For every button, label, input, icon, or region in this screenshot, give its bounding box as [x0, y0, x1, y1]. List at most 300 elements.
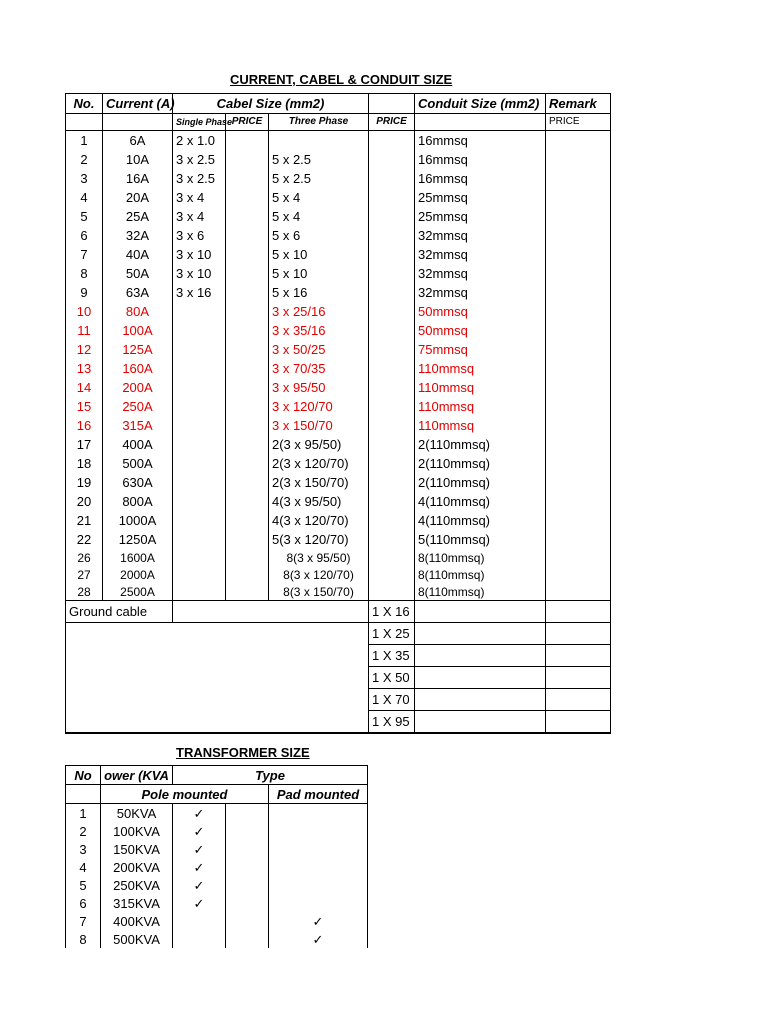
row-remark	[546, 150, 611, 169]
table-row	[66, 378, 611, 397]
table-row	[66, 583, 611, 601]
row-price-2	[369, 302, 415, 321]
ground-blank-cell	[66, 711, 369, 734]
empty-cell	[226, 894, 269, 912]
row-conduit: 25mmsq	[415, 207, 546, 226]
row-conduit: 110mmsq	[415, 416, 546, 435]
row-remark	[546, 131, 611, 151]
row-no: 1	[66, 131, 103, 151]
row-no: 12	[66, 340, 103, 359]
row-price-2	[369, 566, 415, 583]
row-no: 18	[66, 454, 103, 473]
row-price-2	[369, 511, 415, 530]
row-current: 20A	[103, 188, 173, 207]
table-row	[66, 858, 368, 876]
row-price-1	[226, 264, 269, 283]
row-price-2	[369, 283, 415, 302]
transformer-subheader-row	[66, 785, 368, 804]
ground-cable-row	[66, 601, 611, 623]
ground-empty-cell	[546, 711, 611, 734]
row-three-phase: 4(3 x 120/70)	[269, 511, 369, 530]
row-no: 5	[66, 876, 101, 894]
ground-empty-cell	[415, 689, 546, 711]
row-single-phase	[173, 492, 226, 511]
row-remark	[546, 302, 611, 321]
row-three-phase: 3 x 70/35	[269, 359, 369, 378]
row-no: 7	[66, 912, 101, 930]
row-conduit: 16mmsq	[415, 150, 546, 169]
row-price-2	[369, 131, 415, 151]
row-price-2	[369, 583, 415, 601]
ground-size-cell: 1 X 50	[369, 667, 415, 689]
pad-empty-cell	[269, 894, 368, 912]
table-row	[66, 930, 368, 948]
row-price-2	[369, 492, 415, 511]
row-price-2	[369, 416, 415, 435]
row-price-1	[226, 302, 269, 321]
row-remark	[546, 340, 611, 359]
row-current: 40A	[103, 245, 173, 264]
checkmark-icon: ✓	[173, 894, 226, 912]
row-price-2	[369, 150, 415, 169]
row-remark	[546, 321, 611, 340]
row-current: 160A	[103, 359, 173, 378]
row-price-1	[226, 340, 269, 359]
row-single-phase: 3 x 10	[173, 245, 226, 264]
row-current: 25A	[103, 207, 173, 226]
ground-size-row	[66, 623, 611, 645]
row-three-phase: 3 x 120/70	[269, 397, 369, 416]
ground-size-cell: 1 X 25	[369, 623, 415, 645]
row-price-1	[226, 321, 269, 340]
row-conduit: 32mmsq	[415, 283, 546, 302]
row-three-phase: 5 x 10	[269, 264, 369, 283]
row-no: 22	[66, 530, 103, 549]
row-remark	[546, 245, 611, 264]
table-row	[66, 473, 611, 492]
row-price-1	[226, 435, 269, 454]
row-price-2	[369, 188, 415, 207]
row-single-phase	[173, 435, 226, 454]
empty-cell	[226, 822, 269, 840]
row-three-phase: 8(3 x 150/70)	[269, 583, 369, 601]
row-no: 1	[66, 804, 101, 823]
row-single-phase: 3 x 2.5	[173, 169, 226, 188]
ground-blank-cell	[66, 623, 369, 645]
row-power: 100KVA	[101, 822, 173, 840]
ground-empty-cell	[415, 711, 546, 734]
row-remark	[546, 359, 611, 378]
row-three-phase: 5 x 4	[269, 188, 369, 207]
row-current: 80A	[103, 302, 173, 321]
checkmark-icon: ✓	[173, 822, 226, 840]
row-remark	[546, 454, 611, 473]
row-conduit: 110mmsq	[415, 359, 546, 378]
ground-size-cell: 1 X 95	[369, 711, 415, 734]
row-price-1	[226, 359, 269, 378]
row-current: 10A	[103, 150, 173, 169]
table-row	[66, 150, 611, 169]
row-price-1	[226, 283, 269, 302]
row-conduit: 8(110mmsq)	[415, 549, 546, 566]
row-price-2	[369, 264, 415, 283]
subheader-pad-mounted: Pad mounted	[269, 785, 368, 804]
ground-empty-cell	[546, 689, 611, 711]
row-current: 100A	[103, 321, 173, 340]
row-price-1	[226, 530, 269, 549]
transformer-table-title: TRANSFORMER SIZE	[176, 745, 310, 760]
row-price-1	[226, 549, 269, 566]
row-remark	[546, 511, 611, 530]
row-power: 400KVA	[101, 912, 173, 930]
row-single-phase	[173, 549, 226, 566]
header-empty	[369, 94, 415, 114]
table-row	[66, 454, 611, 473]
row-remark	[546, 283, 611, 302]
row-power: 250KVA	[101, 876, 173, 894]
transformer-header-power: ower (KVA	[101, 766, 173, 785]
row-price-2	[369, 226, 415, 245]
header-cabel-size: Cabel Size (mm2)	[173, 94, 369, 114]
row-conduit: 4(110mmsq)	[415, 492, 546, 511]
row-single-phase	[173, 454, 226, 473]
subheader-price-1: PRICE	[226, 114, 269, 131]
row-current: 315A	[103, 416, 173, 435]
table-row	[66, 840, 368, 858]
row-three-phase: 5(3 x 120/70)	[269, 530, 369, 549]
cable-table-subheader-row	[66, 114, 611, 131]
transformer-table	[65, 765, 368, 948]
row-three-phase: 3 x 35/16	[269, 321, 369, 340]
table-row	[66, 131, 611, 151]
row-remark	[546, 169, 611, 188]
row-single-phase: 3 x 6	[173, 226, 226, 245]
row-no: 8	[66, 930, 101, 948]
row-price-1	[226, 416, 269, 435]
row-remark	[546, 473, 611, 492]
row-single-phase: 3 x 10	[173, 264, 226, 283]
checkmark-icon: ✓	[173, 840, 226, 858]
row-three-phase: 3 x 150/70	[269, 416, 369, 435]
row-remark	[546, 530, 611, 549]
row-no: 3	[66, 169, 103, 188]
row-three-phase: 4(3 x 95/50)	[269, 492, 369, 511]
row-single-phase	[173, 302, 226, 321]
row-three-phase: 8(3 x 120/70)	[269, 566, 369, 583]
row-price-1	[226, 492, 269, 511]
row-no: 6	[66, 226, 103, 245]
pad-empty-cell	[269, 822, 368, 840]
row-price-1	[226, 131, 269, 151]
row-single-phase: 3 x 2.5	[173, 150, 226, 169]
header-conduit-size: Conduit Size (mm2)	[415, 94, 546, 114]
empty-cell	[226, 858, 269, 876]
row-no: 5	[66, 207, 103, 226]
row-price-1	[226, 188, 269, 207]
row-conduit: 16mmsq	[415, 131, 546, 151]
table-row	[66, 264, 611, 283]
row-three-phase: 2(3 x 150/70)	[269, 473, 369, 492]
row-remark	[546, 188, 611, 207]
row-price-2	[369, 321, 415, 340]
row-current: 1000A	[103, 511, 173, 530]
row-current: 1600A	[103, 549, 173, 566]
row-single-phase	[173, 321, 226, 340]
ground-empty-cell	[415, 623, 546, 645]
checkmark-icon: ✓	[269, 930, 368, 948]
row-no: 16	[66, 416, 103, 435]
pad-empty-cell	[269, 858, 368, 876]
row-single-phase: 3 x 4	[173, 207, 226, 226]
pad-empty-cell	[269, 840, 368, 858]
row-power: 315KVA	[101, 894, 173, 912]
row-no: 17	[66, 435, 103, 454]
empty-cell	[226, 876, 269, 894]
ground-size-row	[66, 711, 611, 734]
row-no: 21	[66, 511, 103, 530]
row-remark	[546, 416, 611, 435]
row-single-phase	[173, 566, 226, 583]
table-row	[66, 397, 611, 416]
subheader-price-2: PRICE	[369, 114, 415, 131]
row-current: 630A	[103, 473, 173, 492]
ground-size-row	[66, 667, 611, 689]
row-price-1	[226, 397, 269, 416]
row-power: 200KVA	[101, 858, 173, 876]
row-power: 500KVA	[101, 930, 173, 948]
row-single-phase: 3 x 16	[173, 283, 226, 302]
row-remark	[546, 264, 611, 283]
row-remark	[546, 226, 611, 245]
row-conduit: 50mmsq	[415, 302, 546, 321]
row-no: 15	[66, 397, 103, 416]
row-power: 150KVA	[101, 840, 173, 858]
row-price-1	[226, 566, 269, 583]
row-conduit: 75mmsq	[415, 340, 546, 359]
row-price-1	[226, 245, 269, 264]
row-single-phase	[173, 583, 226, 601]
row-no: 19	[66, 473, 103, 492]
row-current: 63A	[103, 283, 173, 302]
row-three-phase: 5 x 4	[269, 207, 369, 226]
checkmark-icon: ✓	[173, 876, 226, 894]
row-conduit: 32mmsq	[415, 245, 546, 264]
row-current: 6A	[103, 131, 173, 151]
table-row	[66, 302, 611, 321]
row-three-phase: 5 x 2.5	[269, 169, 369, 188]
table-row	[66, 207, 611, 226]
row-conduit: 5(110mmsq)	[415, 530, 546, 549]
table-row	[66, 549, 611, 566]
ground-blank-cell	[66, 645, 369, 667]
row-three-phase: 3 x 25/16	[269, 302, 369, 321]
empty-cell	[226, 930, 269, 948]
row-price-2	[369, 454, 415, 473]
table-row	[66, 245, 611, 264]
row-price-1	[226, 454, 269, 473]
row-three-phase: 5 x 16	[269, 283, 369, 302]
table-row	[66, 492, 611, 511]
table-row	[66, 435, 611, 454]
row-no: 26	[66, 549, 103, 566]
table-row	[66, 804, 368, 823]
row-price-1	[226, 511, 269, 530]
transformer-header-type: Type	[173, 766, 368, 785]
transformer-header-no: No	[66, 766, 101, 785]
row-three-phase: 2(3 x 120/70)	[269, 454, 369, 473]
ground-empty-cell	[546, 645, 611, 667]
row-current: 500A	[103, 454, 173, 473]
row-single-phase	[173, 530, 226, 549]
row-current: 125A	[103, 340, 173, 359]
row-no: 10	[66, 302, 103, 321]
table-row	[66, 340, 611, 359]
header-remark: Remark	[546, 94, 611, 114]
row-current: 32A	[103, 226, 173, 245]
row-price-2	[369, 549, 415, 566]
row-price-2	[369, 378, 415, 397]
row-current: 2000A	[103, 566, 173, 583]
row-conduit: 32mmsq	[415, 264, 546, 283]
row-conduit: 8(110mmsq)	[415, 583, 546, 601]
row-single-phase	[173, 416, 226, 435]
empty-cell	[226, 912, 269, 930]
row-single-phase: 3 x 4	[173, 188, 226, 207]
subheader-price-3: PRICE	[546, 114, 611, 131]
row-no: 11	[66, 321, 103, 340]
row-remark	[546, 492, 611, 511]
row-conduit: 2(110mmsq)	[415, 454, 546, 473]
ground-size-cell: 1 X 70	[369, 689, 415, 711]
row-three-phase: 5 x 10	[269, 245, 369, 264]
ground-cable-label: Ground cable	[66, 601, 173, 623]
pole-empty-cell	[173, 912, 226, 930]
transformer-header-row	[66, 766, 368, 785]
ground-blank-cell	[66, 689, 369, 711]
row-price-1	[226, 150, 269, 169]
table-row	[66, 894, 368, 912]
row-remark	[546, 583, 611, 601]
row-price-1	[226, 583, 269, 601]
row-price-2	[369, 207, 415, 226]
ground-empty-cell	[546, 623, 611, 645]
table-row	[66, 511, 611, 530]
row-no: 14	[66, 378, 103, 397]
ground-size-row	[66, 689, 611, 711]
ground-blank-cell	[66, 667, 369, 689]
row-remark	[546, 397, 611, 416]
row-current: 250A	[103, 397, 173, 416]
pad-empty-cell	[269, 876, 368, 894]
row-single-phase	[173, 511, 226, 530]
row-no: 4	[66, 858, 101, 876]
row-single-phase	[173, 378, 226, 397]
ground-size-cell: 1 X 16	[369, 601, 415, 623]
row-three-phase: 2(3 x 95/50)	[269, 435, 369, 454]
empty-cell	[226, 840, 269, 858]
empty-cell	[226, 804, 269, 823]
row-price-1	[226, 473, 269, 492]
table-row	[66, 566, 611, 583]
row-no: 3	[66, 840, 101, 858]
row-no: 2	[66, 150, 103, 169]
row-single-phase	[173, 340, 226, 359]
row-no: 8	[66, 264, 103, 283]
cable-conduit-table	[65, 93, 611, 734]
header-no: No.	[66, 94, 103, 114]
row-remark	[546, 207, 611, 226]
row-price-2	[369, 169, 415, 188]
row-conduit: 110mmsq	[415, 397, 546, 416]
table-row	[66, 321, 611, 340]
row-single-phase	[173, 359, 226, 378]
table-row	[66, 169, 611, 188]
row-current: 2500A	[103, 583, 173, 601]
row-remark	[546, 435, 611, 454]
row-conduit: 32mmsq	[415, 226, 546, 245]
row-conduit: 25mmsq	[415, 188, 546, 207]
row-price-2	[369, 473, 415, 492]
row-price-2	[369, 397, 415, 416]
ground-empty-cell	[415, 667, 546, 689]
cable-table-header-row	[66, 94, 611, 114]
row-no: 13	[66, 359, 103, 378]
row-current: 50A	[103, 264, 173, 283]
row-remark	[546, 549, 611, 566]
table-row	[66, 226, 611, 245]
row-three-phase	[269, 131, 369, 151]
row-price-2	[369, 435, 415, 454]
row-price-2	[369, 245, 415, 264]
table-row	[66, 912, 368, 930]
row-power: 50KVA	[101, 804, 173, 823]
ground-empty-cell	[415, 645, 546, 667]
ground-size-cell: 1 X 35	[369, 645, 415, 667]
table-row	[66, 530, 611, 549]
table-row	[66, 359, 611, 378]
row-no: 28	[66, 583, 103, 601]
pole-empty-cell	[173, 930, 226, 948]
row-conduit: 2(110mmsq)	[415, 435, 546, 454]
row-conduit: 4(110mmsq)	[415, 511, 546, 530]
checkmark-icon: ✓	[173, 858, 226, 876]
row-single-phase	[173, 473, 226, 492]
row-current: 16A	[103, 169, 173, 188]
row-no: 6	[66, 894, 101, 912]
ground-size-row	[66, 645, 611, 667]
row-current: 800A	[103, 492, 173, 511]
row-conduit: 2(110mmsq)	[415, 473, 546, 492]
row-price-2	[369, 530, 415, 549]
subheader-pole-mounted: Pole mounted	[101, 785, 269, 804]
row-price-2	[369, 359, 415, 378]
row-conduit: 110mmsq	[415, 378, 546, 397]
row-no: 2	[66, 822, 101, 840]
row-no: 4	[66, 188, 103, 207]
table-row	[66, 416, 611, 435]
checkmark-icon: ✓	[269, 912, 368, 930]
table-row	[66, 876, 368, 894]
table-row	[66, 283, 611, 302]
cable-table-title: CURRENT, CABEL & CONDUIT SIZE	[230, 72, 453, 87]
ground-empty-cell	[546, 667, 611, 689]
checkmark-icon: ✓	[173, 804, 226, 823]
table-row	[66, 822, 368, 840]
row-price-2	[369, 340, 415, 359]
row-current: 400A	[103, 435, 173, 454]
row-price-1	[226, 169, 269, 188]
row-conduit: 16mmsq	[415, 169, 546, 188]
